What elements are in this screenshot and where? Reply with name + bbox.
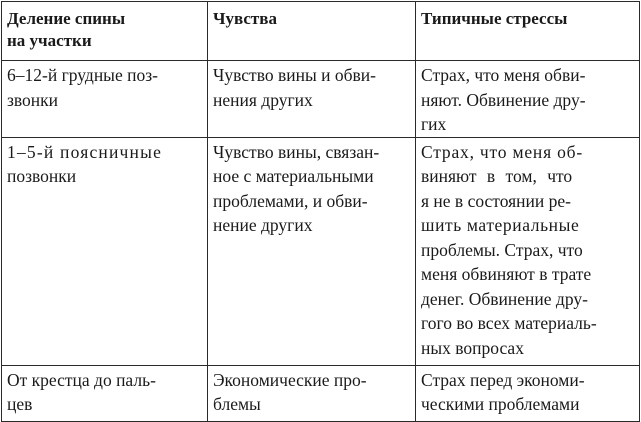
cell-stresses — [416, 137, 640, 365]
text-line: проблемами, и обви- — [213, 190, 368, 211]
text-line: ных вопросах — [421, 337, 524, 358]
cell-region — [2, 137, 208, 365]
text-line: гого во всех материаль- — [421, 313, 597, 333]
text-line: нения других — [213, 89, 313, 110]
cell-stresses — [416, 61, 640, 138]
table-row — [2, 61, 640, 138]
table-row — [2, 137, 640, 365]
text-line: няют. Обвинение дру- — [421, 89, 586, 110]
header-feelings — [208, 2, 416, 61]
table-header-row — [2, 2, 640, 61]
text-line: звонки — [7, 89, 59, 110]
text-line: цев — [7, 394, 33, 414]
text-line: я не в состоянии ре- — [421, 190, 571, 211]
text-line: Страх, что меня об- — [421, 141, 583, 162]
text-line: От крестца до паль- — [7, 369, 156, 390]
header-feelings-line: Чувства — [213, 9, 277, 28]
text-line: Чувство вины, связан- — [213, 141, 380, 162]
text-line: Чувство вины и обви- — [213, 65, 376, 85]
cell-feelings — [208, 365, 416, 421]
text-line: меня обвиняют в трате — [421, 264, 592, 284]
header-region-line: Деление спины — [7, 9, 126, 28]
text-line: Страх перед экономи- — [421, 369, 585, 390]
cell-region — [2, 365, 208, 421]
header-region-line: на участки — [7, 31, 92, 50]
text-line: 6–12-й грудные поз- — [7, 65, 158, 85]
text-line: Страх, что меня обви- — [421, 65, 586, 85]
text-line: шить материальные — [421, 215, 580, 235]
text-line: проблемы. Страх, что — [421, 239, 583, 260]
cell-stresses — [416, 365, 640, 421]
table-row — [2, 365, 640, 421]
text-line: нение других — [213, 215, 313, 235]
text-line: Экономические про- — [213, 369, 367, 390]
cell-region — [2, 61, 208, 138]
text-line: 1–5-й поясничные — [7, 141, 163, 162]
text-line: ческими проблемами — [421, 394, 580, 414]
back-stress-table — [1, 1, 640, 422]
text-line: блемы — [213, 394, 261, 414]
text-line: денег. Обвинение дру- — [421, 288, 588, 309]
cell-feelings — [208, 137, 416, 365]
header-region — [2, 2, 208, 61]
cell-feelings — [208, 61, 416, 138]
header-stresses — [416, 2, 640, 61]
text-line: гих — [421, 114, 447, 134]
text-line: позвонки — [7, 166, 77, 186]
text-line: виняют в том, что — [421, 166, 573, 186]
text-line: ное с материальными — [213, 166, 374, 186]
header-stresses-line: Типичные стрессы — [421, 9, 568, 28]
